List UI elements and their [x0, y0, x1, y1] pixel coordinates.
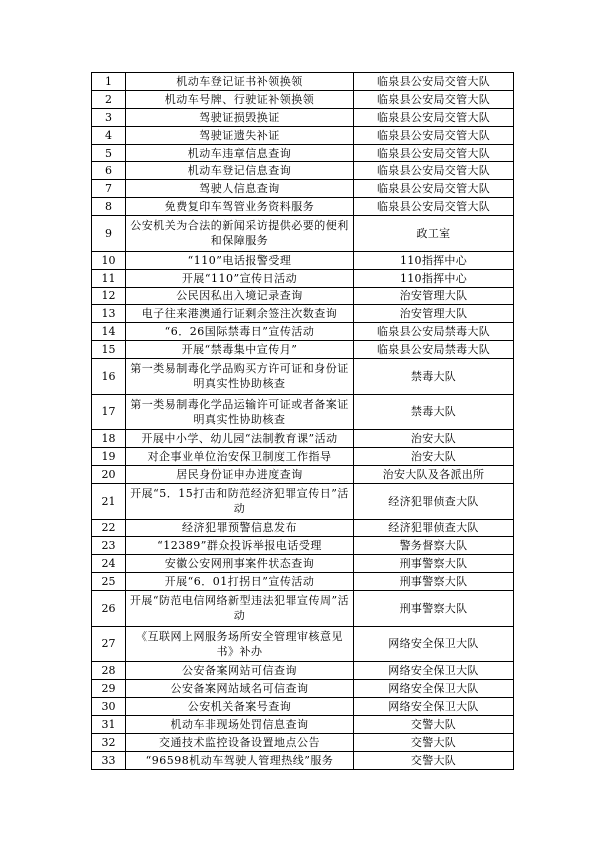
- service-name: 居民身份证申办进度查询: [126, 466, 354, 484]
- row-number: 25: [92, 573, 126, 591]
- department: 网络安全保卫大队: [354, 698, 514, 716]
- row-number: 26: [92, 591, 126, 627]
- department: 经济犯罪侦查大队: [354, 483, 514, 519]
- row-number: 31: [92, 715, 126, 733]
- department: 禁毒大队: [354, 394, 514, 430]
- department: 网络安全保卫大队: [354, 626, 514, 662]
- service-name: 机动车号牌、行驶证补领换领: [126, 90, 354, 108]
- table-row: [92, 626, 514, 662]
- department: 警务督察大队: [354, 537, 514, 555]
- row-number: 2: [92, 90, 126, 108]
- table-row: [92, 715, 514, 733]
- department: 交警大队: [354, 751, 514, 769]
- service-name: 开展“6．01打拐日”宣传活动: [126, 573, 354, 591]
- row-number: 28: [92, 662, 126, 680]
- row-number: 22: [92, 519, 126, 537]
- table-row: [92, 287, 514, 305]
- service-name: 机动车登记信息查询: [126, 162, 354, 180]
- table-row: [92, 466, 514, 484]
- service-name: 《互联网上网服务场所安全管理审核意见书》补办: [126, 626, 354, 662]
- table-row: [92, 126, 514, 144]
- table-row: [92, 305, 514, 323]
- table-row: [92, 555, 514, 573]
- row-number: 9: [92, 216, 126, 252]
- table-row: [92, 519, 514, 537]
- row-number: 13: [92, 305, 126, 323]
- row-number: 11: [92, 269, 126, 287]
- department: 临泉县公安局交管大队: [354, 180, 514, 198]
- table-row: [92, 537, 514, 555]
- table-row: [92, 430, 514, 448]
- table-row: [92, 448, 514, 466]
- department: 禁毒大队: [354, 359, 514, 395]
- department: 临泉县公安局交管大队: [354, 162, 514, 180]
- department: 治安管理大队: [354, 287, 514, 305]
- department: 刑事警察大队: [354, 573, 514, 591]
- row-number: 10: [92, 251, 126, 269]
- service-name: 第一类易制毒化学品运输许可证或者备案证明真实性协助核查: [126, 394, 354, 430]
- row-number: 12: [92, 287, 126, 305]
- department: 110指挥中心: [354, 269, 514, 287]
- table-row: [92, 323, 514, 341]
- service-name: 开展“110”宣传日活动: [126, 269, 354, 287]
- row-number: 33: [92, 751, 126, 769]
- department: 临泉县公安局交管大队: [354, 126, 514, 144]
- table-row: [92, 90, 514, 108]
- department: 临泉县公安局交管大队: [354, 144, 514, 162]
- department: 临泉县公安局交管大队: [354, 90, 514, 108]
- table-row: [92, 198, 514, 216]
- table-row: [92, 341, 514, 359]
- service-name: 公安备案网站可信查询: [126, 662, 354, 680]
- department: 临泉县公安局交管大队: [354, 198, 514, 216]
- service-name: 对企事业单位治安保卫制度工作指导: [126, 448, 354, 466]
- service-name: 公安备案网站域名可信查询: [126, 680, 354, 698]
- table-row: [92, 162, 514, 180]
- department: 刑事警察大队: [354, 591, 514, 627]
- service-name: 开展“防范电信网络新型违法犯罪宣传周”活动: [126, 591, 354, 627]
- row-number: 14: [92, 323, 126, 341]
- department: 刑事警察大队: [354, 555, 514, 573]
- table-row: [92, 680, 514, 698]
- service-name: 第一类易制毒化学品购买方许可证和身份证明真实性协助核查: [126, 359, 354, 395]
- row-number: 4: [92, 126, 126, 144]
- row-number: 24: [92, 555, 126, 573]
- service-name: “12389”群众投诉举报电话受理: [126, 537, 354, 555]
- row-number: 29: [92, 680, 126, 698]
- service-name: 机动车非现场处罚信息查询: [126, 715, 354, 733]
- table-row: [92, 269, 514, 287]
- row-number: 7: [92, 180, 126, 198]
- department: 临泉县公安局交管大队: [354, 73, 514, 91]
- service-name: 驾驶证损毁换证: [126, 108, 354, 126]
- department: 交警大队: [354, 715, 514, 733]
- table-row: [92, 751, 514, 769]
- row-number: 18: [92, 430, 126, 448]
- row-number: 23: [92, 537, 126, 555]
- service-name: 机动车违章信息查询: [126, 144, 354, 162]
- department: 110指挥中心: [354, 251, 514, 269]
- service-name: 安徽公安网刑事案件状态查询: [126, 555, 354, 573]
- service-name: “96598机动车驾驶人管理热线”服务: [126, 751, 354, 769]
- department: 临泉县公安局禁毒大队: [354, 323, 514, 341]
- department: 临泉县公安局禁毒大队: [354, 341, 514, 359]
- service-name: 公安机关为合法的新闻采访提供必要的便利和保障服务: [126, 216, 354, 252]
- table-row: [92, 662, 514, 680]
- table-row: [92, 73, 514, 91]
- table-row: [92, 216, 514, 252]
- row-number: 27: [92, 626, 126, 662]
- row-number: 32: [92, 733, 126, 751]
- table-row: [92, 251, 514, 269]
- table-row: [92, 180, 514, 198]
- service-name: 机动车登记证书补领换领: [126, 73, 354, 91]
- service-name: 开展“5．15打击和防范经济犯罪宣传日”活动: [126, 483, 354, 519]
- row-number: 1: [92, 73, 126, 91]
- service-name: 驾驶证遗失补证: [126, 126, 354, 144]
- service-name: 公民因私出入境记录查询: [126, 287, 354, 305]
- table-row: [92, 483, 514, 519]
- department: 交警大队: [354, 733, 514, 751]
- department: 治安管理大队: [354, 305, 514, 323]
- service-name: 开展中小学、幼儿园“法制教育课”活动: [126, 430, 354, 448]
- service-name: 免费复印车驾管业务资料服务: [126, 198, 354, 216]
- department: 经济犯罪侦查大队: [354, 519, 514, 537]
- row-number: 3: [92, 108, 126, 126]
- table-row: [92, 591, 514, 627]
- department: 临泉县公安局交管大队: [354, 108, 514, 126]
- row-number: 17: [92, 394, 126, 430]
- service-name: 开展“禁毒集中宣传月”: [126, 341, 354, 359]
- row-number: 8: [92, 198, 126, 216]
- table-row: [92, 394, 514, 430]
- table-row: [92, 359, 514, 395]
- service-name: 驾驶人信息查询: [126, 180, 354, 198]
- department: 治安大队及各派出所: [354, 466, 514, 484]
- service-name: “6．26国际禁毒日”宣传活动: [126, 323, 354, 341]
- table-row: [92, 144, 514, 162]
- table-row: [92, 733, 514, 751]
- row-number: 16: [92, 359, 126, 395]
- row-number: 15: [92, 341, 126, 359]
- row-number: 30: [92, 698, 126, 716]
- department: 网络安全保卫大队: [354, 662, 514, 680]
- service-name: 电子往来港澳通行证剩余签注次数查询: [126, 305, 354, 323]
- service-name: 经济犯罪预警信息发布: [126, 519, 354, 537]
- table-row: [92, 698, 514, 716]
- service-name: 交通技术监控设备设置地点公告: [126, 733, 354, 751]
- row-number: 5: [92, 144, 126, 162]
- service-table: [91, 72, 514, 770]
- department: 政工室: [354, 216, 514, 252]
- service-name: “110”电话报警受理: [126, 251, 354, 269]
- row-number: 21: [92, 483, 126, 519]
- table-row: [92, 573, 514, 591]
- department: 治安大队: [354, 430, 514, 448]
- service-name: 公安机关备案号查询: [126, 698, 354, 716]
- row-number: 19: [92, 448, 126, 466]
- table-row: [92, 108, 514, 126]
- department: 治安大队: [354, 448, 514, 466]
- row-number: 6: [92, 162, 126, 180]
- row-number: 20: [92, 466, 126, 484]
- department: 网络安全保卫大队: [354, 680, 514, 698]
